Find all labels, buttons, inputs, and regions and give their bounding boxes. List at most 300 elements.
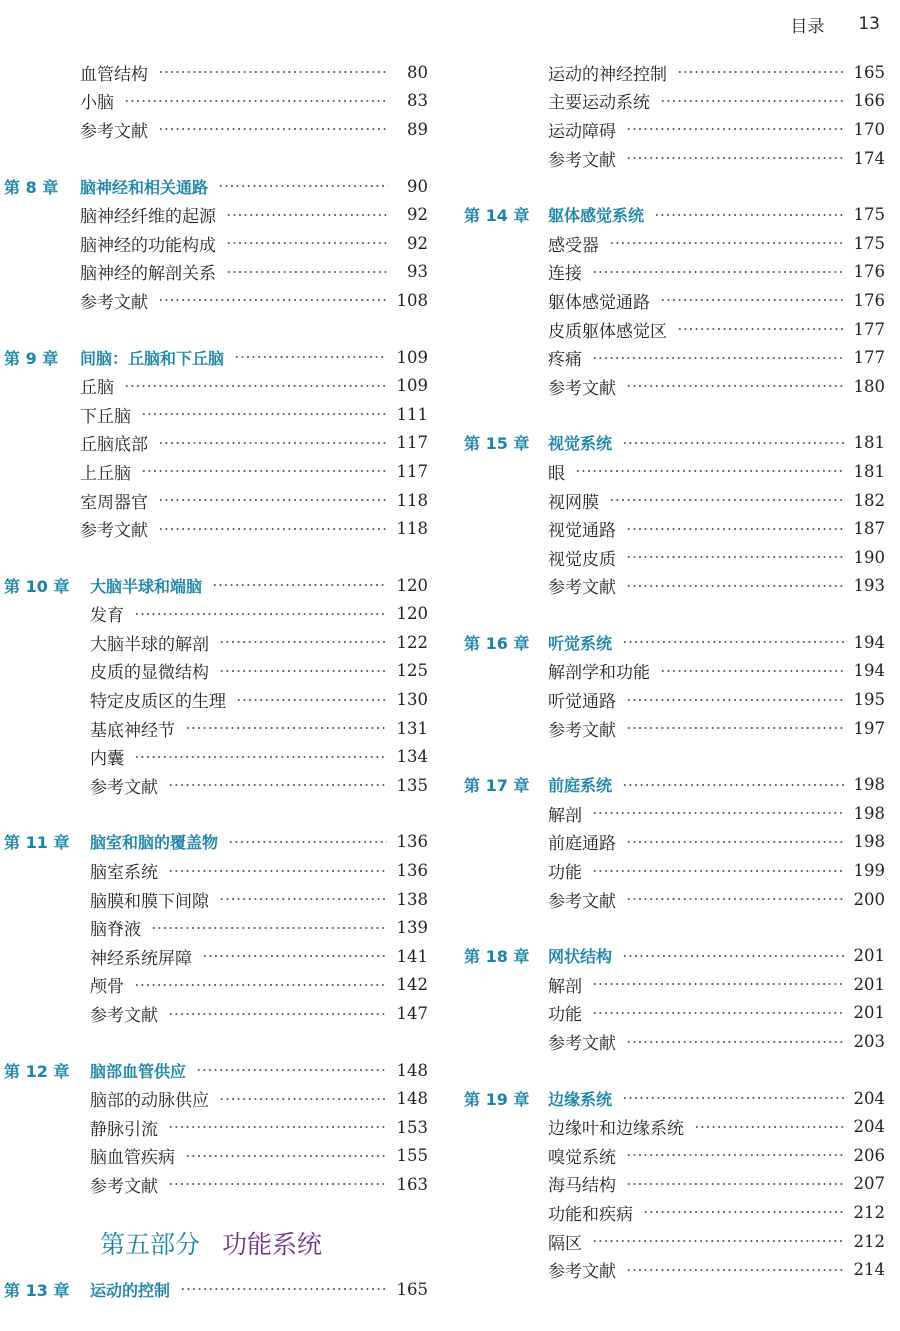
- entry-page: 111: [396, 404, 428, 424]
- entry-page: 163: [396, 1174, 428, 1194]
- entry-page: 134: [396, 747, 428, 767]
- dot-leader: [622, 1097, 843, 1099]
- chapter-block: [460, 429, 885, 601]
- chapter-page: 175: [853, 205, 885, 225]
- dot-leader: [228, 841, 386, 843]
- entry-title: 丘脑底部: [80, 435, 148, 456]
- toc-entry[interactable]: [0, 457, 428, 486]
- toc-entry[interactable]: [0, 714, 428, 743]
- entry-title: 脑室系统: [90, 863, 158, 884]
- dot-leader: [677, 71, 844, 73]
- toc-entry[interactable]: [0, 999, 428, 1028]
- toc-entry[interactable]: [460, 486, 885, 515]
- dot-leader: [158, 128, 388, 130]
- entry-title: 丘脑: [80, 378, 114, 399]
- toc-entry[interactable]: [0, 371, 428, 400]
- entry-page: 93: [407, 262, 428, 282]
- part-heading: [100, 1223, 428, 1263]
- dot-leader: [660, 670, 844, 672]
- entry-title: 参考文献: [80, 521, 148, 542]
- entry-title: 基底神经节: [90, 720, 175, 741]
- toc-entry[interactable]: [460, 58, 885, 87]
- toc-entry[interactable]: [0, 1084, 428, 1113]
- toc-entry[interactable]: [0, 942, 428, 971]
- chapter-page: 90: [407, 176, 428, 196]
- entry-title: 脑血管疾病: [90, 1148, 175, 1169]
- dot-leader: [626, 1041, 844, 1043]
- entry-page: 198: [853, 803, 885, 823]
- page-header: [790, 12, 880, 36]
- toc-entry[interactable]: [460, 799, 885, 828]
- entry-title: 边缘叶和边缘系统: [548, 1119, 684, 1140]
- toc-entry[interactable]: [0, 229, 428, 258]
- dot-leader: [626, 385, 844, 387]
- dot-leader: [626, 699, 844, 701]
- part-name: 功能系统: [222, 1229, 323, 1259]
- entry-title: 血管结构: [80, 64, 148, 85]
- chapter-label: 第 14 章: [464, 206, 530, 226]
- toc-entry[interactable]: [460, 1227, 885, 1256]
- chapter-block: [0, 1056, 428, 1199]
- chapter-page: 148: [396, 1060, 428, 1080]
- dot-leader: [592, 812, 844, 814]
- entry-title: 小脑: [80, 93, 114, 114]
- chapter-entry[interactable]: [0, 1056, 428, 1085]
- dot-leader: [212, 584, 386, 586]
- entry-title: 躯体感觉通路: [548, 292, 650, 313]
- toc-entry[interactable]: [0, 657, 428, 686]
- chapter-page: 194: [853, 632, 885, 652]
- chapter-block: [460, 1084, 885, 1284]
- chapter-entry[interactable]: [0, 343, 428, 372]
- toc-entry[interactable]: [0, 971, 428, 1000]
- dot-leader: [694, 1126, 844, 1128]
- entry-page: 108: [396, 290, 428, 310]
- toc-entry[interactable]: [0, 600, 428, 629]
- toc-entry[interactable]: [460, 970, 885, 999]
- toc-left-column: [0, 58, 428, 1331]
- chapter-title: 大脑半球和端脑: [90, 576, 203, 596]
- dot-leader: [218, 185, 388, 187]
- entry-page: 155: [396, 1146, 428, 1166]
- entry-title: 功能和疾病: [548, 1204, 633, 1225]
- entry-title: 静脉引流: [90, 1119, 158, 1140]
- entry-page: 193: [853, 576, 885, 596]
- toc-entry[interactable]: [460, 1027, 885, 1056]
- chapter-title: 脑神经和相关通路: [80, 177, 209, 197]
- chapter-label: 第 12 章: [4, 1061, 70, 1081]
- entry-title: 脑膜和膜下间隙: [90, 891, 209, 912]
- chapter-title: 脑部血管供应: [90, 1061, 187, 1081]
- chapter-entry[interactable]: [460, 628, 885, 657]
- entry-title: 前庭通路: [548, 834, 616, 855]
- entry-page: 214: [853, 1260, 885, 1280]
- chapter-label: 第 11 章: [4, 833, 70, 853]
- dot-leader: [234, 356, 386, 358]
- dot-leader: [141, 413, 387, 415]
- entry-page: 92: [407, 205, 428, 225]
- dot-leader: [626, 1269, 844, 1271]
- dot-leader: [609, 242, 844, 244]
- continued-entries: [460, 58, 885, 172]
- entry-title: 脑部的动脉供应: [90, 1091, 209, 1112]
- chapter-block: [0, 343, 428, 543]
- entry-page: 200: [853, 889, 885, 909]
- entry-page: 118: [396, 519, 428, 539]
- chapter-label: 第 15 章: [464, 434, 530, 454]
- entry-page: 204: [853, 1117, 885, 1137]
- dot-leader: [219, 1098, 387, 1100]
- entry-title: 参考文献: [90, 777, 158, 798]
- entry-page: 187: [853, 519, 885, 539]
- entry-title: 听觉通路: [548, 692, 616, 713]
- entry-title: 视觉通路: [548, 521, 616, 542]
- entry-title: 主要运动系统: [548, 93, 650, 114]
- entry-title: 解剖学和功能: [548, 663, 650, 684]
- toc-entry[interactable]: [460, 372, 885, 401]
- part-number: 第五部分: [100, 1229, 201, 1259]
- entry-title: 参考文献: [548, 578, 616, 599]
- toc-entry[interactable]: [460, 286, 885, 315]
- toc-entry[interactable]: [460, 856, 885, 885]
- entry-title: 连接: [548, 264, 582, 285]
- dot-leader: [151, 927, 387, 929]
- dot-leader: [236, 699, 387, 701]
- entry-page: 194: [853, 661, 885, 681]
- chapter-label: 第 16 章: [464, 633, 530, 653]
- entry-title: 解剖: [548, 805, 582, 826]
- entry-title: 参考文献: [548, 720, 616, 741]
- entry-title: 神经系统屏障: [90, 948, 192, 969]
- dot-leader: [592, 1012, 844, 1014]
- entry-title: 疼痛: [548, 350, 582, 371]
- dot-leader: [124, 385, 387, 387]
- chapter-entry[interactable]: [0, 172, 428, 201]
- entry-page: 130: [396, 690, 428, 710]
- dot-leader: [158, 499, 387, 501]
- toc-entry[interactable]: [460, 1255, 885, 1284]
- dot-leader: [660, 100, 844, 102]
- toc-entry[interactable]: [460, 885, 885, 914]
- section-title: 目录: [790, 16, 825, 37]
- chapter-page: 198: [853, 775, 885, 795]
- chapter-block: [460, 200, 885, 400]
- entry-title: 参考文献: [548, 150, 616, 171]
- entry-page: 83: [407, 91, 428, 111]
- toc-entry[interactable]: [460, 315, 885, 344]
- dot-leader: [592, 870, 844, 872]
- toc-entry[interactable]: [460, 457, 885, 486]
- toc-entry[interactable]: [460, 144, 885, 173]
- chapter-block: [460, 770, 885, 913]
- entry-title: 皮质的显微结构: [90, 663, 209, 684]
- entry-title: 脑神经的功能构成: [80, 235, 216, 256]
- entry-title: 脑脊液: [90, 920, 141, 941]
- entry-title: 参考文献: [80, 292, 148, 313]
- dot-leader: [660, 299, 844, 301]
- entry-title: 内囊: [90, 749, 124, 770]
- toc-entry[interactable]: [460, 229, 885, 258]
- dot-leader: [158, 528, 387, 530]
- dot-leader: [168, 1126, 387, 1128]
- chapter-label: 第 17 章: [464, 776, 530, 796]
- toc-entry[interactable]: [460, 87, 885, 116]
- entry-page: 177: [853, 348, 885, 368]
- dot-leader: [626, 556, 844, 558]
- entry-page: 131: [396, 718, 428, 738]
- chapter-page: 165: [396, 1279, 428, 1299]
- toc-entry[interactable]: [460, 828, 885, 857]
- chapter-entry[interactable]: [460, 1084, 885, 1113]
- toc-entry[interactable]: [460, 999, 885, 1028]
- chapter-block: [460, 941, 885, 1055]
- dot-leader: [180, 1288, 386, 1290]
- toc-entry[interactable]: [460, 572, 885, 601]
- dot-leader: [158, 442, 387, 444]
- chapter-page: 181: [853, 433, 885, 453]
- chapter-block: [460, 628, 885, 742]
- toc-entry[interactable]: [0, 87, 428, 116]
- entry-page: 118: [396, 490, 428, 510]
- entry-page: 141: [396, 946, 428, 966]
- entry-page: 175: [853, 233, 885, 253]
- chapter-label: 第 10 章: [4, 576, 70, 596]
- toc-right-column: [460, 58, 885, 1312]
- dot-leader: [202, 955, 387, 957]
- dot-leader: [134, 756, 387, 758]
- entry-page: 199: [853, 861, 885, 881]
- toc-entry[interactable]: [0, 200, 428, 229]
- toc-entry[interactable]: [460, 685, 885, 714]
- dot-leader: [185, 727, 387, 729]
- chapter-entry[interactable]: [0, 828, 428, 857]
- dot-leader: [168, 784, 387, 786]
- dot-leader: [626, 128, 844, 130]
- entry-page: 138: [396, 889, 428, 909]
- entry-page: 117: [396, 461, 428, 481]
- dot-leader: [168, 1013, 387, 1015]
- dot-leader: [185, 1155, 387, 1157]
- dot-leader: [677, 328, 844, 330]
- entry-title: 脑神经的解剖关系: [80, 264, 216, 285]
- entry-page: 135: [396, 775, 428, 795]
- entry-title: 参考文献: [90, 1006, 158, 1027]
- continued-entries: [0, 58, 428, 144]
- entry-page: 120: [396, 604, 428, 624]
- entry-title: 海马结构: [548, 1176, 616, 1197]
- entry-page: 170: [853, 119, 885, 139]
- entry-title: 颅骨: [90, 977, 124, 998]
- chapter-page: 136: [396, 832, 428, 852]
- chapter-entry[interactable]: [460, 429, 885, 458]
- toc-entry[interactable]: [0, 286, 428, 315]
- entry-title: 参考文献: [80, 121, 148, 142]
- toc-entry[interactable]: [0, 400, 428, 429]
- toc-entry[interactable]: [460, 1198, 885, 1227]
- entry-title: 运动的神经控制: [548, 64, 667, 85]
- entry-page: 125: [396, 661, 428, 681]
- toc-entry[interactable]: [0, 856, 428, 885]
- entry-page: 92: [407, 233, 428, 253]
- entry-page: 80: [407, 62, 428, 82]
- toc-entry[interactable]: [460, 657, 885, 686]
- dot-leader: [626, 841, 844, 843]
- entry-title: 上丘脑: [80, 463, 131, 484]
- entry-title: 视觉皮质: [548, 549, 616, 570]
- entry-page: 206: [853, 1145, 885, 1165]
- entry-page: 139: [396, 918, 428, 938]
- chapter-title: 听觉系统: [548, 633, 613, 653]
- entry-page: 198: [853, 832, 885, 852]
- entry-page: 182: [853, 490, 885, 510]
- entry-title: 功能: [548, 1005, 582, 1026]
- toc-entry[interactable]: [0, 685, 428, 714]
- entry-title: 下丘脑: [80, 406, 131, 427]
- entry-title: 皮质躯体感觉区: [548, 321, 667, 342]
- chapter-block: [0, 172, 428, 315]
- chapter-page: 204: [853, 1088, 885, 1108]
- entry-page: 136: [396, 861, 428, 881]
- toc-entry[interactable]: [0, 1170, 428, 1199]
- chapter-label: 第 8 章: [4, 177, 59, 197]
- entry-title: 解剖: [548, 976, 582, 997]
- entry-title: 参考文献: [548, 891, 616, 912]
- entry-title: 运动障碍: [548, 121, 616, 142]
- entry-page: 142: [396, 975, 428, 995]
- toc-entry[interactable]: [0, 429, 428, 458]
- chapter-page: 109: [396, 347, 428, 367]
- entry-page: 117: [396, 433, 428, 453]
- toc-entry[interactable]: [460, 543, 885, 572]
- dot-leader: [134, 984, 387, 986]
- toc-entry[interactable]: [0, 514, 428, 543]
- entry-page: 190: [853, 547, 885, 567]
- toc-entry[interactable]: [460, 258, 885, 287]
- toc-entry[interactable]: [0, 885, 428, 914]
- dot-leader: [622, 641, 843, 643]
- chapter-title: 运动的控制: [90, 1280, 171, 1300]
- toc-entry[interactable]: [460, 514, 885, 543]
- toc-entry[interactable]: [0, 628, 428, 657]
- dot-leader: [626, 898, 844, 900]
- dot-leader: [226, 271, 388, 273]
- toc-entry[interactable]: [460, 714, 885, 743]
- toc-entry[interactable]: [0, 486, 428, 515]
- dot-leader: [219, 641, 387, 643]
- chapter-label: 第 13 章: [4, 1280, 70, 1300]
- dot-leader: [226, 214, 388, 216]
- toc-entry[interactable]: [0, 115, 428, 144]
- entry-title: 视网膜: [548, 492, 599, 513]
- chapter-title: 脑室和脑的覆盖物: [90, 833, 219, 853]
- entry-page: 212: [853, 1231, 885, 1251]
- entry-title: 发育: [90, 606, 124, 627]
- entry-title: 眼: [548, 463, 565, 484]
- toc-entry[interactable]: [0, 1142, 428, 1171]
- dot-leader: [168, 1183, 387, 1185]
- toc-entry[interactable]: [0, 1113, 428, 1142]
- entry-title: 感受器: [548, 235, 599, 256]
- page-number: 13: [858, 14, 880, 34]
- entry-page: 207: [853, 1174, 885, 1194]
- entry-page: 89: [407, 119, 428, 139]
- dot-leader: [592, 983, 844, 985]
- dot-leader: [168, 870, 387, 872]
- dot-leader: [141, 470, 387, 472]
- toc-entry[interactable]: [460, 1141, 885, 1170]
- entry-page: 109: [396, 376, 428, 396]
- entry-page: 197: [853, 718, 885, 738]
- entry-page: 177: [853, 319, 885, 339]
- toc-entry[interactable]: [0, 771, 428, 800]
- dot-leader: [626, 528, 844, 530]
- dot-leader: [626, 1154, 844, 1156]
- entry-page: 181: [853, 461, 885, 481]
- dot-leader: [626, 585, 844, 587]
- dot-leader: [626, 727, 844, 729]
- dot-leader: [158, 299, 387, 301]
- chapter-entry[interactable]: [0, 571, 428, 600]
- dot-leader: [643, 1211, 844, 1213]
- dot-leader: [575, 470, 844, 472]
- entry-page: 122: [396, 632, 428, 652]
- entry-title: 大脑半球的解剖: [90, 634, 209, 655]
- dot-leader: [226, 242, 388, 244]
- toc-entry[interactable]: [0, 58, 428, 87]
- entry-page: 165: [853, 62, 885, 82]
- chapter-label: 第 9 章: [4, 348, 59, 368]
- toc-entry[interactable]: [0, 913, 428, 942]
- entry-title: 脑神经纤维的起源: [80, 207, 216, 228]
- entry-page: 201: [853, 974, 885, 994]
- entry-page: 212: [853, 1202, 885, 1222]
- toc-entry[interactable]: [460, 1170, 885, 1199]
- toc-entry[interactable]: [460, 343, 885, 372]
- dot-leader: [622, 442, 843, 444]
- chapter-entry[interactable]: [460, 200, 885, 229]
- dot-leader: [134, 613, 387, 615]
- entry-title: 参考文献: [548, 1034, 616, 1055]
- chapter-entry[interactable]: [460, 941, 885, 970]
- entry-title: 参考文献: [548, 1262, 616, 1283]
- entry-page: 147: [396, 1004, 428, 1024]
- entry-title: 功能: [548, 863, 582, 884]
- dot-leader: [609, 499, 844, 501]
- dot-leader: [626, 157, 844, 159]
- entry-page: 153: [396, 1117, 428, 1137]
- dot-leader: [124, 100, 388, 102]
- chapter-title: 间脑：丘脑和下丘脑: [80, 348, 225, 368]
- entry-title: 嗅觉系统: [548, 1147, 616, 1168]
- chapter-label: 第 18 章: [464, 947, 530, 967]
- toc-entry[interactable]: [0, 258, 428, 287]
- toc-entry[interactable]: [460, 1112, 885, 1141]
- entry-page: 176: [853, 262, 885, 282]
- toc-entry[interactable]: [0, 742, 428, 771]
- chapter-title: 边缘系统: [548, 1089, 613, 1109]
- dot-leader: [158, 71, 388, 73]
- chapter-entry[interactable]: [460, 770, 885, 799]
- dot-leader: [626, 1183, 844, 1185]
- entry-title: 参考文献: [90, 1176, 158, 1197]
- toc-entry[interactable]: [460, 115, 885, 144]
- chapter-block: [0, 828, 428, 1028]
- chapter-page: 201: [853, 946, 885, 966]
- entry-page: 180: [853, 376, 885, 396]
- entry-page: 201: [853, 1003, 885, 1023]
- entry-page: 195: [853, 690, 885, 710]
- chapter-entry[interactable]: [0, 1275, 428, 1304]
